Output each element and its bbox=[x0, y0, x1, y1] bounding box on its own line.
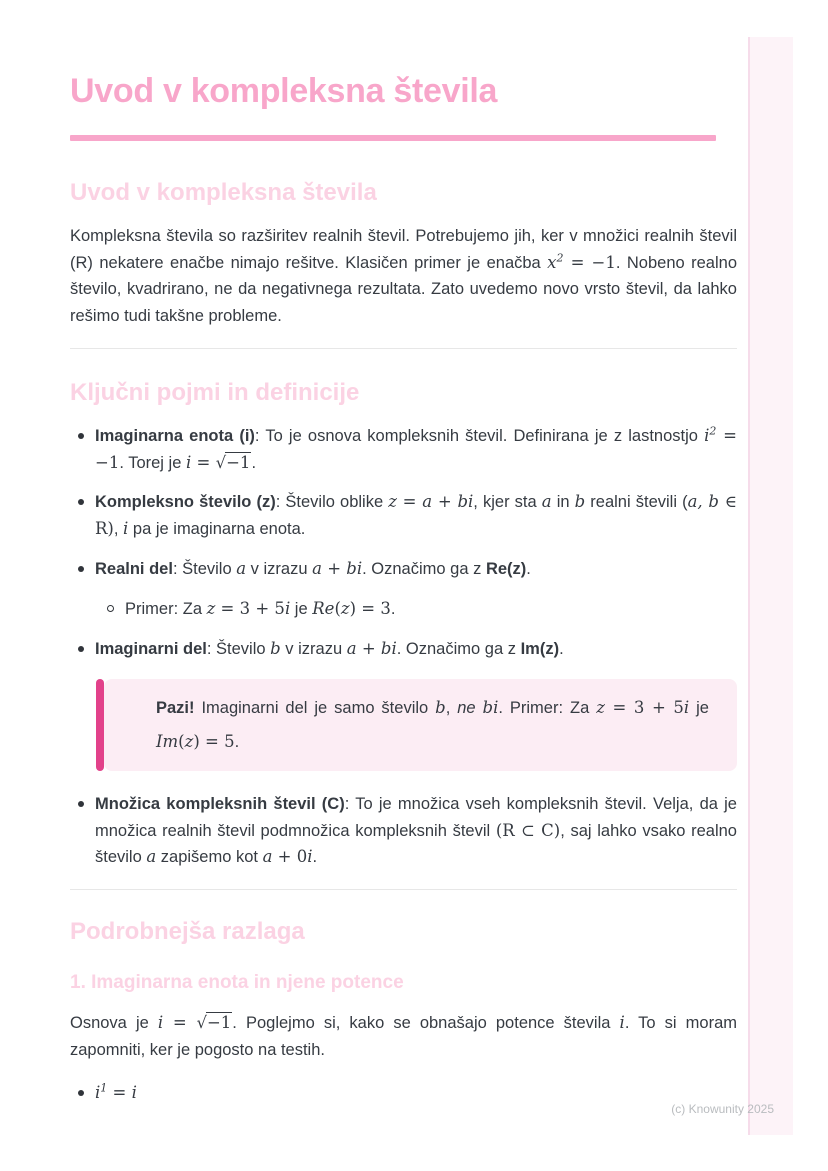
intro-paragraph: Kompleksna števila so razširitev realnih števil. Potrebujemo jih, ker v množici realnih števil (R) nekatere enačbe nimajo rešitve. Klasičen primer je enačba $x^2 = -1$. Nobeno realno število, kvadrirano, ne da negativnega rezultata. Zato uvedemo novo vrsto števil, da lahko rešimo tudi takšne probleme. bbox=[70, 227, 738, 326]
section-divider-1 bbox=[70, 348, 737, 349]
list-item-text: $i^1 = i$ bbox=[95, 1081, 137, 1102]
powers-paragraph: Osnova je i = √−1. Poglejmo si, kako se obnašajo potence števila i. To si moram zapomniti, ker je pogosto na testih. bbox=[70, 1013, 738, 1059]
key-concepts-list-continued bbox=[70, 791, 737, 871]
subsection-heading-powers: 1. Imaginarna enota in njene potence bbox=[70, 972, 404, 994]
callout-accent-bar bbox=[96, 679, 104, 771]
list-item-text: Realni del: Število a v izrazu a + bi. Označimo ga z Re(z). bbox=[95, 558, 531, 578]
list-item-example-re bbox=[95, 596, 737, 623]
title-underline bbox=[70, 135, 716, 141]
list-item-complex-set bbox=[70, 791, 737, 871]
list-item-imaginary-unit bbox=[70, 423, 737, 476]
powers-list bbox=[70, 1080, 737, 1107]
list-item-i-power-1 bbox=[70, 1080, 737, 1107]
list-item-real-part bbox=[70, 556, 737, 623]
list-item-text: Imaginarna enota (i): To je osnova kompleksnih števil. Definirana je z lastnostjo $i^2 = -1$. Torej je i = √−1. bbox=[95, 424, 738, 472]
document-content bbox=[70, 0, 737, 1106]
list-item-text: Množica kompleksnih števil (C): To je množica vseh kompleksnih števil. Velja, da je množica realnih števil podmnožica kompleksnih števil (R ⊂ C), saj lahko vsako realno število a zapišemo kot a + 0i. bbox=[95, 794, 737, 867]
warning-callout bbox=[96, 679, 737, 771]
page-title: Uvod v kompleksna števila bbox=[70, 72, 498, 110]
list-item-text: Primer: Za z = 3 + 5i je Re(z) = 3. bbox=[125, 599, 396, 619]
section-divider-2 bbox=[70, 889, 737, 890]
section-heading-detail: Podrobnejša razlaga bbox=[70, 918, 305, 946]
page-edge-decoration bbox=[748, 37, 793, 1135]
list-item-text: Kompleksno število (z): Število oblike z = a + bi, kjer sta a in b realni števili (a, b ∈ R), i pa je imaginarna enota. bbox=[95, 492, 737, 539]
section-heading-intro: Uvod v kompleksna števila bbox=[70, 179, 377, 206]
callout-text: Pazi! Imaginarni del je samo število b, ne bi. Primer: Za z = 3 + 5i je Im(z) = 5. bbox=[104, 679, 737, 771]
section-heading-key-concepts: Ključni pojmi in definicije bbox=[70, 378, 360, 406]
list-item-imaginary-part bbox=[70, 636, 737, 663]
key-concepts-list bbox=[70, 423, 737, 663]
copyright-notice: (c) Knowunity 2025 bbox=[671, 1102, 774, 1116]
real-part-sublist bbox=[95, 596, 737, 623]
list-item-complex-number bbox=[70, 489, 737, 542]
list-item-text: Imaginarni del: Število b v izrazu a + bi. Označimo ga z Im(z). bbox=[95, 639, 564, 659]
